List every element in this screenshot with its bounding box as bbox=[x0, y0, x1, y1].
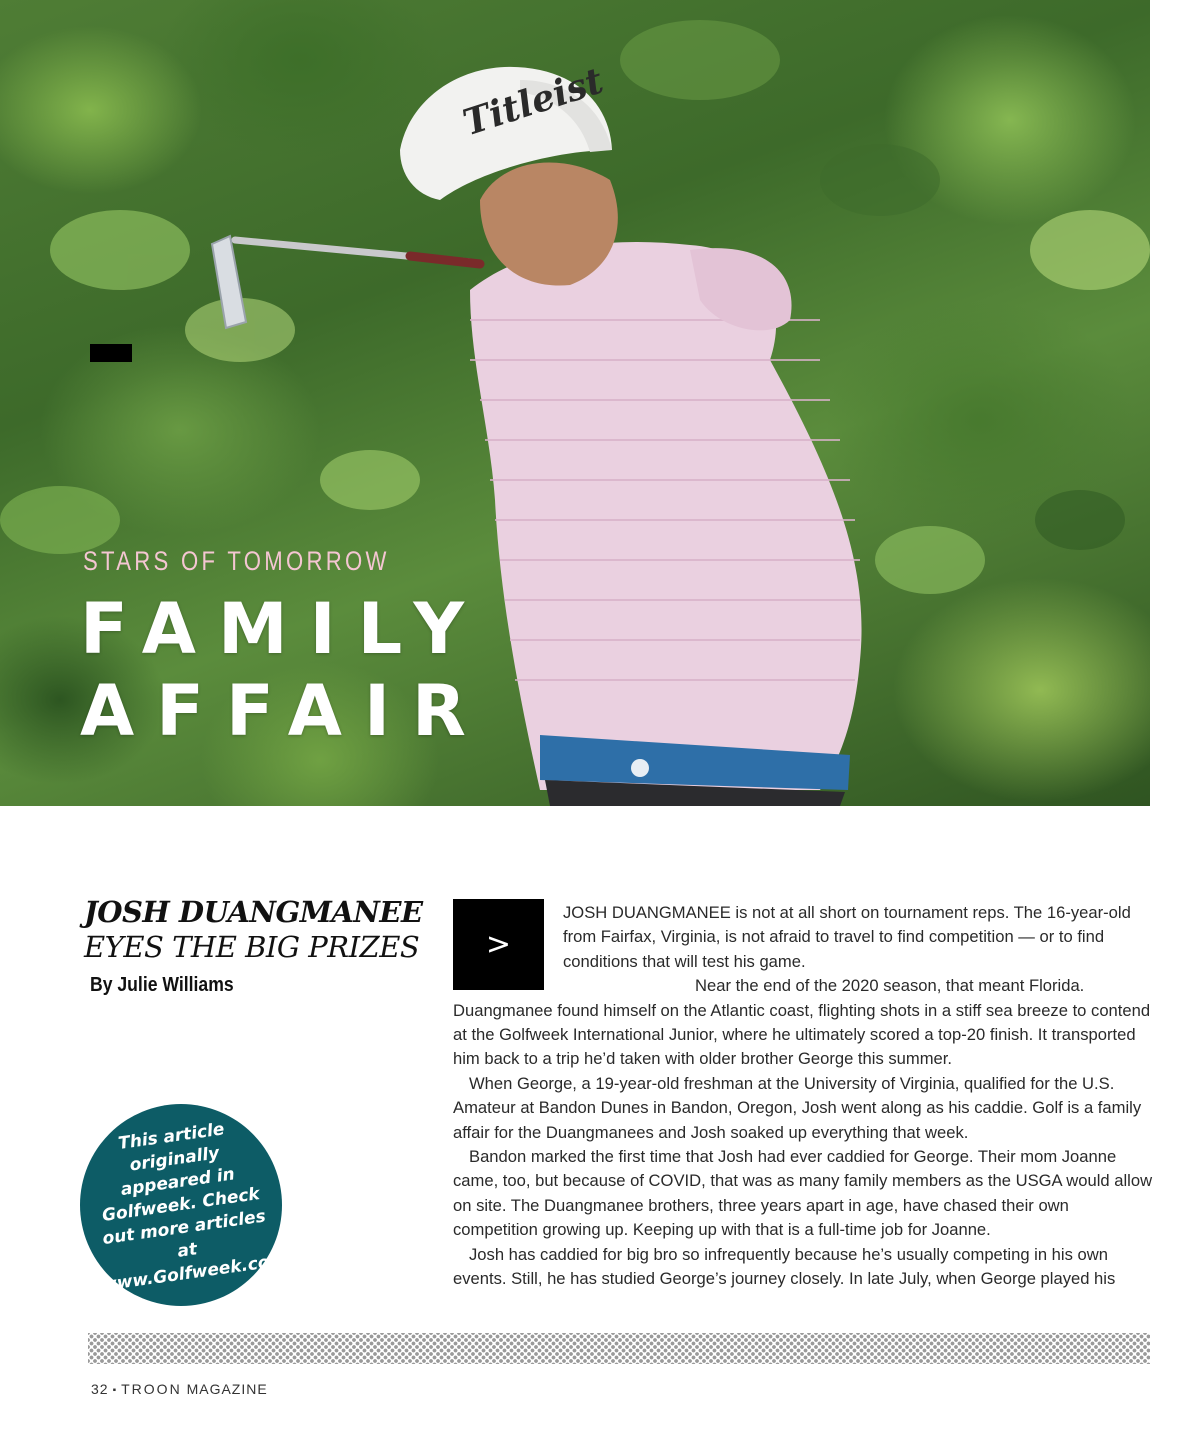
golfweek-badge bbox=[80, 1104, 295, 1306]
magazine-brand: TROON bbox=[121, 1381, 182, 1397]
byline: By Julie Williams bbox=[90, 974, 234, 996]
paragraph-4: Bandon marked the first time that Josh had ever caddied for George. Their mom Joanne came, too, but because of COVID, that was as many family members as the USGA would allow on site. The Duangmanee brothers, three years apart in age, have chased their own competition growing up. Keeping up with that is a full-time job for Joanne. bbox=[453, 1147, 1153, 1240]
paragraph-1: JOSH DUANGMANEE is not at all short on tournament reps. The 16-year-old from Fairfax, Virginia, is not afraid to travel to find competition — or to find conditions that will test his game. bbox=[563, 903, 1131, 971]
headline-line-2: AFFAIR bbox=[80, 670, 488, 752]
headline-line-1: FAMILY bbox=[80, 588, 487, 670]
page-folio bbox=[91, 1381, 268, 1397]
decorative-black-bar bbox=[90, 344, 132, 362]
paragraph-2: Near the end of the 2020 season, that meant Florida. Duangmanee found himself on the Atlantic coast, flighting shots in a stiff sea breeze to contend at the Golfweek International Junior, where he ultimately scored a top-20 finish. It transported him back to a trip he’d taken with older brother George this summer. bbox=[453, 976, 1151, 1069]
deck-name: JOSH DUANGMANEE bbox=[84, 895, 423, 929]
cap-logo: Titleist bbox=[458, 59, 609, 145]
paragraph-5: Josh has caddied for big bro so infrequently because he’s usually competing in his own events. Still, he has studied George’s journey closely. In late July, when George played his bbox=[453, 1244, 1116, 1289]
dotted-rule bbox=[88, 1333, 1150, 1364]
arrow-right-icon: > bbox=[485, 927, 512, 962]
magazine-label: MAGAZINE bbox=[186, 1381, 268, 1397]
article-deck bbox=[84, 894, 434, 964]
badge-text: This article originally appeared in Golfweek. Check out more articles at www.Golfweek.com. bbox=[100, 1118, 295, 1296]
article-body bbox=[453, 901, 1153, 1292]
section-kicker: STARS OF TOMORROW bbox=[83, 546, 390, 576]
folio-separator: ▪ bbox=[112, 1385, 118, 1396]
deck-subtitle: EYES THE BIG PRIZES bbox=[84, 930, 420, 964]
feature-headline bbox=[80, 588, 488, 752]
paragraph-3: When George, a 19-year-old freshman at the University of Virginia, qualified for the U.S. Amateur at Bandon Dunes in Bandon, Oregon, Josh went along as his caddie. Golf is a family affair for the Duangmanees and Josh soaked up everything that week. bbox=[453, 1073, 1142, 1142]
page-number: 32 bbox=[91, 1381, 109, 1397]
